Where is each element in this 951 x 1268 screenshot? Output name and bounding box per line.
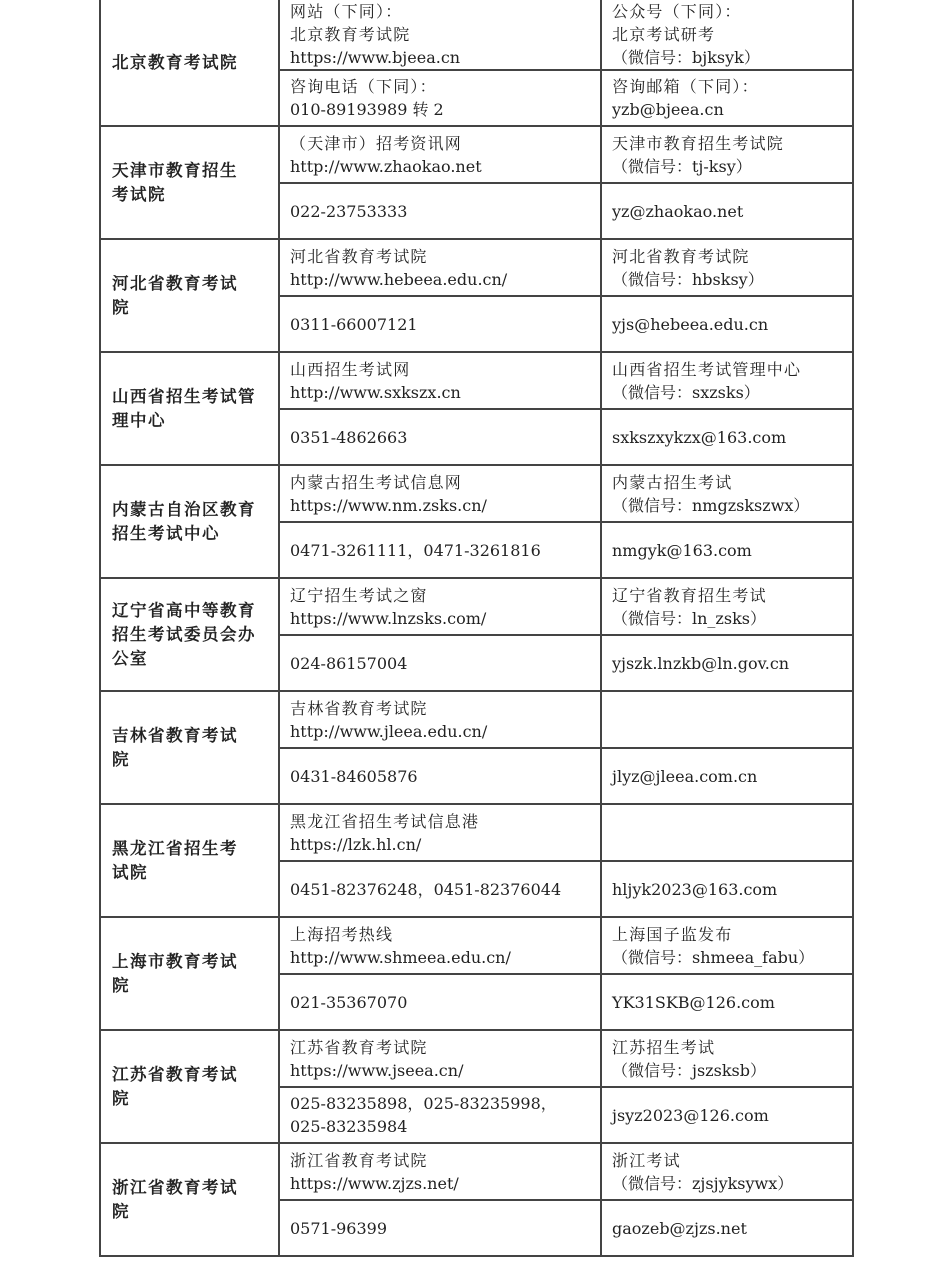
- table-row: [100, 1143, 853, 1200]
- email-cell: [601, 635, 853, 691]
- phone-cell: [279, 296, 601, 352]
- wx-id-text: （微信号：zjsjyksywx）: [612, 1173, 794, 1193]
- table-row: [100, 239, 853, 296]
- wx-name-text: 河北省教育考试院: [612, 246, 750, 266]
- phone-cell: [279, 70, 601, 126]
- wx-name-text: 公众号（下同）：: [612, 2, 742, 21]
- phone2-text: 010-89193989 转 2: [290, 100, 444, 119]
- wechat-cell: [601, 126, 853, 183]
- table-row: [100, 578, 853, 635]
- phone-cell: [279, 1087, 601, 1143]
- email-link[interactable]: jsyz2023@126.com: [612, 1105, 769, 1125]
- table-row: [100, 1030, 853, 1087]
- institution-name: 北京教育考试院: [100, 0, 279, 126]
- phone-cell: [279, 861, 601, 917]
- institution-name: 内蒙古自治区教育 招生考试中心: [100, 465, 279, 578]
- contact-table: [99, 0, 854, 1257]
- website-url-link[interactable]: https://www.nm.zsks.cn/: [290, 495, 487, 515]
- site-name-text: 吉林省教育考试院: [290, 698, 428, 718]
- website-cell: [279, 126, 601, 183]
- phone-cell: [279, 522, 601, 578]
- website-cell: [279, 1030, 601, 1087]
- wx-id-text: （微信号：sxzsks）: [612, 382, 760, 402]
- wechat-cell: [601, 1143, 853, 1200]
- institution-name: 吉林省教育考试 院: [100, 691, 279, 804]
- phone-cell: [279, 183, 601, 239]
- table-row: [100, 804, 853, 861]
- phone-cell: [279, 409, 601, 465]
- wx-name-text: 上海国子监发布: [612, 924, 733, 944]
- email-cell: [601, 183, 853, 239]
- wx-id-text: （微信号：hbsksy）: [612, 269, 764, 289]
- site-name-text: 江苏省教育考试院: [290, 1037, 428, 1057]
- phone-text: 021-35367070: [290, 992, 408, 1012]
- website-cell: [279, 0, 601, 70]
- institution-name: 天津市教育招生 考试院: [100, 126, 279, 239]
- website-url-link[interactable]: http://www.sxkszx.cn: [290, 382, 461, 402]
- website-url-link[interactable]: http://www.hebeea.edu.cn/: [290, 269, 508, 289]
- website-url-link[interactable]: https://lzk.hl.cn/: [290, 834, 422, 854]
- email-cell: [601, 70, 853, 126]
- phone-text: 024-86157004: [290, 653, 408, 673]
- institution-name: 辽宁省高中等教育 招生考试委员会办 公室: [100, 578, 279, 691]
- wx-id-text: （微信号：ln_zsks）: [612, 608, 766, 628]
- wechat-cell: [601, 691, 853, 748]
- phone-text: 0451-82376248，0451-82376044: [290, 879, 562, 899]
- website-url-link[interactable]: http://www.zhaokao.net: [290, 156, 482, 176]
- email-cell: [601, 522, 853, 578]
- phone-text: 025-83235898，025-83235998，: [290, 1094, 557, 1113]
- site-name-text: 山西招生考试网: [290, 359, 411, 379]
- site-name-text: 网站（下同）：: [290, 2, 403, 21]
- website-url-link[interactable]: http://www.jleea.edu.cn/: [290, 721, 488, 741]
- email-cell: [601, 861, 853, 917]
- email-link[interactable]: nmgyk@163.com: [612, 540, 752, 560]
- site-name-text: 河北省教育考试院: [290, 246, 428, 266]
- phone2-text: 025-83235984: [290, 1117, 408, 1136]
- wx-name-text: 浙江考试: [612, 1150, 681, 1170]
- email-link[interactable]: sxkszxykzx@163.com: [612, 427, 787, 447]
- email-cell: [601, 1087, 853, 1143]
- email-cell: [601, 409, 853, 465]
- table-row: [100, 691, 853, 748]
- institution-name: 河北省教育考试 院: [100, 239, 279, 352]
- wx-id-text: （微信号：shmeea_fabu）: [612, 947, 815, 967]
- institution-name: 上海市教育考试 院: [100, 917, 279, 1030]
- institution-name: 黑龙江省招生考 试院: [100, 804, 279, 917]
- wechat-cell: [601, 352, 853, 409]
- email-link[interactable]: yjszk.lnzkb@ln.gov.cn: [612, 653, 790, 673]
- institution-name: 浙江省教育考试 院: [100, 1143, 279, 1256]
- table-row: [100, 465, 853, 522]
- wechat-cell: [601, 465, 853, 522]
- website-url-link[interactable]: https://www.jseea.cn/: [290, 1060, 464, 1080]
- email-link[interactable]: jlyz@jleea.com.cn: [612, 766, 758, 786]
- wechat-cell: [601, 917, 853, 974]
- website-url-link[interactable]: https://www.lnzsks.com/: [290, 608, 487, 628]
- phone-text: 咨询电话（下同）：: [290, 77, 437, 96]
- wx-id-text: （微信号：tj-ksy）: [612, 156, 752, 176]
- phone-cell: [279, 748, 601, 804]
- site-name-text: 内蒙古招生考试信息网: [290, 472, 463, 492]
- wechat-cell: [601, 0, 853, 70]
- site-name-text: 上海招考热线: [290, 924, 394, 944]
- wx-name-text: 辽宁省教育招生考试: [612, 585, 767, 605]
- email-cell: [601, 1200, 853, 1256]
- email-link[interactable]: gaozeb@zjzs.net: [612, 1218, 747, 1238]
- website-cell: [279, 352, 601, 409]
- wechat-cell: [601, 1030, 853, 1087]
- institution-name: 江苏省教育考试 院: [100, 1030, 279, 1143]
- email-link[interactable]: hljyk2023@163.com: [612, 879, 778, 899]
- website-cell: [279, 239, 601, 296]
- website-cell: [279, 917, 601, 974]
- website-cell: [279, 804, 601, 861]
- website-url-link[interactable]: https://www.zjzs.net/: [290, 1173, 459, 1193]
- wx-id-text: （微信号：nmgzskszwx）: [612, 495, 810, 515]
- phone-text: 0431-84605876: [290, 766, 418, 786]
- email-link[interactable]: yzb@bjeea.cn: [612, 100, 724, 119]
- wx-name2-text: 北京考试研考: [612, 25, 716, 44]
- website-cell: [279, 1143, 601, 1200]
- wechat-cell: [601, 578, 853, 635]
- contact-table-body: [100, 0, 853, 1256]
- email-cell: [601, 296, 853, 352]
- phone-text: 022-23753333: [290, 201, 408, 221]
- table-row: [100, 917, 853, 974]
- wechat-cell: [601, 804, 853, 861]
- email-text: 咨询邮箱（下同）：: [612, 77, 759, 96]
- site-name-text: （天津市）招考资讯网: [290, 133, 463, 153]
- site-name-text: 辽宁招生考试之窗: [290, 585, 428, 605]
- phone-text: 0311-66007121: [290, 314, 418, 334]
- table-row: [100, 352, 853, 409]
- phone-cell: [279, 635, 601, 691]
- wx-name-text: 山西省招生考试管理中心: [612, 359, 802, 379]
- email-link[interactable]: yz@zhaokao.net: [612, 201, 744, 221]
- email-link[interactable]: YK31SKB@126.com: [612, 992, 775, 1012]
- wechat-cell: [601, 239, 853, 296]
- website-url-link[interactable]: https://www.bjeea.cn: [290, 48, 461, 67]
- phone-text: 0351-4862663: [290, 427, 408, 447]
- site-name-text: 黑龙江省招生考试信息港: [290, 811, 480, 831]
- phone-cell: [279, 1200, 601, 1256]
- wx-name-text: 天津市教育招生考试院: [612, 133, 785, 153]
- email-cell: [601, 748, 853, 804]
- website-cell: [279, 465, 601, 522]
- wx-id-text: （微信号：jszsksb）: [612, 1060, 766, 1080]
- email-link[interactable]: yjs@hebeea.edu.cn: [612, 314, 769, 334]
- site-name-text: 浙江省教育考试院: [290, 1150, 428, 1170]
- website-url-link[interactable]: http://www.shmeea.edu.cn/: [290, 947, 511, 967]
- wx-name-text: 内蒙古招生考试: [612, 472, 733, 492]
- website-cell: [279, 578, 601, 635]
- wx-id-text: （微信号：bjksyk）: [612, 48, 760, 67]
- table-row: [100, 126, 853, 183]
- wx-name-text: 江苏招生考试: [612, 1037, 716, 1057]
- phone-text: 0471-3261111，0471-3261816: [290, 540, 541, 560]
- email-cell: [601, 974, 853, 1030]
- institution-name: 山西省招生考试管 理中心: [100, 352, 279, 465]
- phone-cell: [279, 974, 601, 1030]
- phone-text: 0571-96399: [290, 1218, 388, 1238]
- table-row: [100, 0, 853, 70]
- site-name2-text: 北京教育考试院: [290, 25, 411, 44]
- website-cell: [279, 691, 601, 748]
